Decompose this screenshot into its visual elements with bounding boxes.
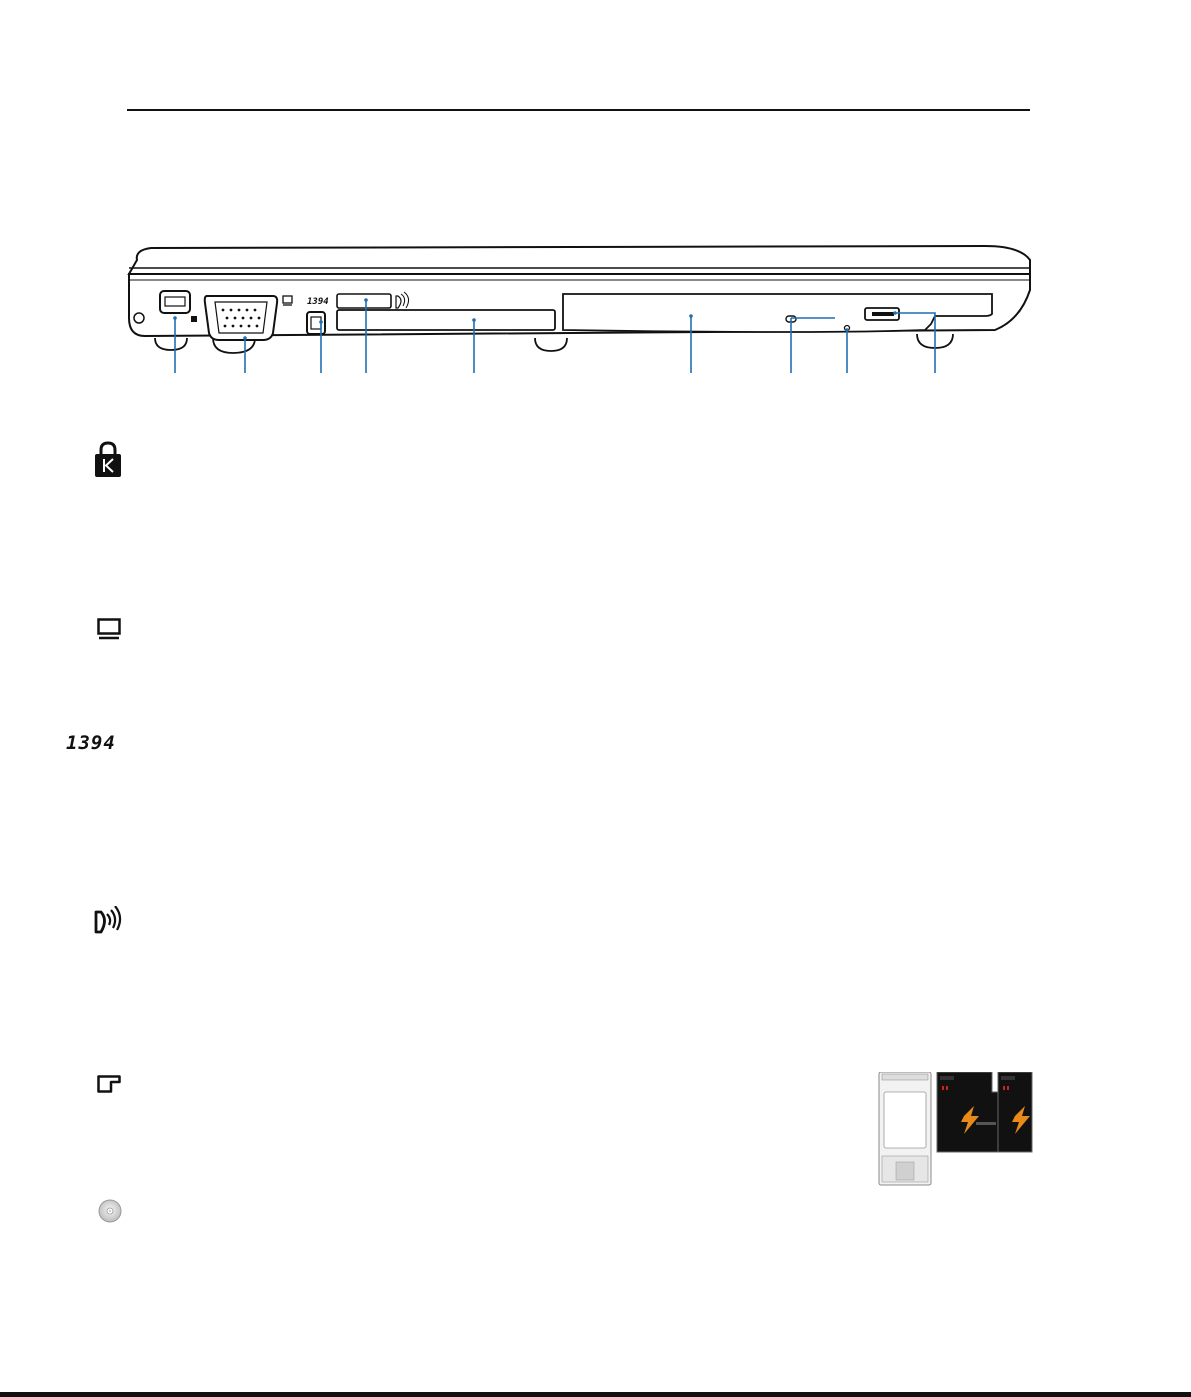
expresscard-54	[937, 1072, 1003, 1152]
header-rule	[127, 109, 1030, 111]
expresscard-icon	[97, 1075, 121, 1093]
pc-card	[879, 1072, 931, 1185]
display-monitor-icon	[97, 618, 121, 640]
card-comparison-figure	[878, 1072, 1033, 1186]
kensington-lock-icon	[95, 441, 121, 477]
svg-text:1394: 1394	[307, 297, 329, 307]
expresscard-34	[998, 1072, 1032, 1152]
wireless-switch-icon	[93, 906, 125, 936]
footer-rule	[0, 1392, 1191, 1397]
laptop-side-diagram	[115, 238, 1035, 373]
optical-disc-icon	[98, 1199, 122, 1223]
ieee1394-icon: 1394	[66, 732, 116, 754]
